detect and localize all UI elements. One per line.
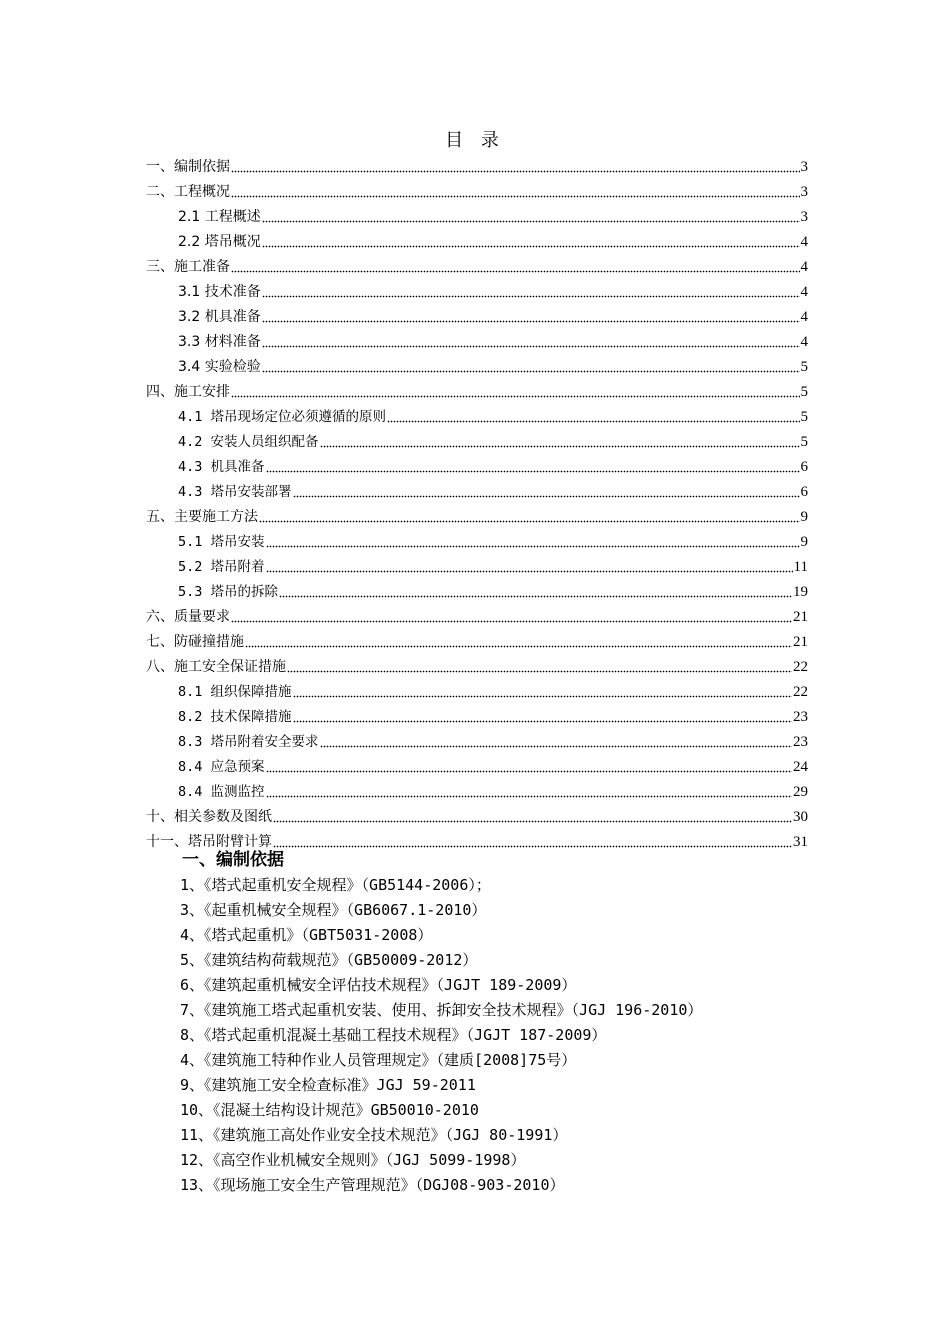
toc-entry-label: 8.2 技术保障措施 [178, 709, 292, 725]
toc-entry-label: 3.3 材料准备 [178, 334, 261, 350]
reference-item: 4、《塔式起重机》（GBT5031-2008） [180, 926, 433, 944]
toc-leader-dots [273, 819, 792, 823]
toc-entry[interactable] [146, 701, 808, 726]
table-of-contents [146, 151, 808, 851]
toc-entry-label: 十、相关参数及图纸 [146, 809, 272, 825]
toc-leader-dots [262, 244, 800, 248]
toc-entry[interactable] [146, 576, 808, 601]
toc-entry-label: 3.1 技术准备 [178, 284, 261, 300]
toc-entry-label: 8.4 监测监控 [178, 784, 265, 800]
toc-leader-dots [293, 694, 792, 698]
toc-entry[interactable] [146, 301, 808, 326]
toc-leader-dots [387, 419, 799, 423]
toc-entry-label: 3.2 机具准备 [178, 309, 261, 325]
reference-item: 11、《建筑施工高处作业安全技术规范》（JGJ 80-1991） [180, 1126, 568, 1144]
reference-item: 7、《建筑施工塔式起重机安装、使用、拆卸安全技术规程》（JGJ 196-2010） [180, 1001, 703, 1019]
toc-entry[interactable] [146, 176, 808, 201]
toc-page-number: 23 [793, 709, 808, 725]
toc-page-number: 4 [800, 334, 808, 350]
toc-entry-label: 4.3 机具准备 [178, 459, 265, 475]
toc-page-number: 11 [793, 559, 808, 575]
toc-page-number: 3 [800, 184, 808, 200]
toc-entry-label: 4.3 塔吊安装部署 [178, 484, 292, 500]
reference-item: 1、《塔式起重机安全规程》（GB5144-2006）； [180, 876, 491, 894]
toc-entry[interactable] [146, 551, 808, 576]
toc-entry[interactable] [146, 801, 808, 826]
toc-page-number: 6 [800, 484, 808, 500]
toc-entry[interactable] [146, 376, 808, 401]
toc-page-number: 21 [793, 634, 808, 650]
toc-entry[interactable] [146, 651, 808, 676]
toc-leader-dots [231, 269, 800, 273]
section-basis [146, 848, 808, 1198]
toc-page-number: 4 [800, 234, 808, 250]
toc-page-number: 4 [800, 284, 808, 300]
toc-entry-label: 二、工程概况 [146, 184, 230, 200]
toc-leader-dots [262, 319, 800, 323]
toc-entry-label: 五、主要施工方法 [146, 509, 258, 525]
toc-leader-dots [231, 194, 800, 198]
toc-leader-dots [262, 219, 800, 223]
toc-leader-dots [231, 169, 800, 173]
toc-entry[interactable] [146, 276, 808, 301]
toc-leader-dots [262, 369, 800, 373]
toc-entry[interactable] [146, 226, 808, 251]
toc-page-number: 9 [800, 509, 808, 525]
toc-leader-dots [279, 594, 792, 598]
toc-entry[interactable] [146, 601, 808, 626]
toc-entry-label: 8.3 塔吊附着安全要求 [178, 734, 319, 750]
toc-leader-dots [266, 569, 793, 573]
toc-page-number: 5 [800, 434, 808, 450]
toc-page-number: 5 [800, 359, 808, 375]
toc-leader-dots [266, 544, 800, 548]
toc-page-number: 22 [793, 659, 808, 675]
toc-entry[interactable] [146, 476, 808, 501]
reference-item: 4、《建筑施工特种作业人员管理规定》（建质[2008]75号） [180, 1051, 577, 1069]
toc-leader-dots [266, 469, 800, 473]
reference-item: 12、《高空作业机械安全规则》（JGJ 5099-1998） [180, 1151, 526, 1169]
toc-leader-dots [262, 344, 800, 348]
toc-page-number: 29 [793, 784, 808, 800]
toc-entry-label: 2.1 工程概述 [178, 209, 261, 225]
toc-page-number: 31 [793, 834, 808, 850]
toc-leader-dots [266, 794, 792, 798]
toc-entry[interactable] [146, 451, 808, 476]
toc-leader-dots [231, 619, 792, 623]
toc-entry-label: 四、施工安排 [146, 384, 230, 400]
toc-page-number: 5 [800, 409, 808, 425]
toc-entry-label: 5.2 塔吊附着 [178, 559, 265, 575]
section-heading: 一、编制依据 [182, 850, 284, 870]
toc-leader-dots [287, 669, 792, 673]
toc-entry-label: 5.1 塔吊安装 [178, 534, 265, 550]
toc-page-number: 22 [793, 684, 808, 700]
toc-entry-label: 六、质量要求 [146, 609, 230, 625]
toc-page-number: 19 [793, 584, 808, 600]
toc-entry-label: 4.2 安装人员组织配备 [178, 434, 319, 450]
toc-leader-dots [320, 444, 800, 448]
toc-entry-label: 三、施工准备 [146, 259, 230, 275]
toc-page-number: 3 [800, 159, 808, 175]
toc-entry-label: 八、施工安全保证措施 [146, 659, 286, 675]
toc-page-number: 6 [800, 459, 808, 475]
toc-entry[interactable] [146, 676, 808, 701]
toc-page-number: 3 [800, 209, 808, 225]
toc-leader-dots [266, 769, 792, 773]
toc-page-number: 24 [793, 759, 808, 775]
toc-leader-dots [262, 294, 800, 298]
toc-page-number: 21 [793, 609, 808, 625]
toc-leader-dots [293, 494, 800, 498]
toc-leader-dots [245, 644, 792, 648]
toc-entry-label: 4.1 塔吊现场定位必须遵循的原则 [178, 409, 387, 425]
reference-list [146, 873, 808, 1198]
reference-item: 5、《建筑结构荷载规范》（GB50009-2012） [180, 951, 478, 969]
toc-leader-dots [293, 719, 792, 723]
toc-entry[interactable] [146, 726, 808, 751]
toc-page-number: 9 [800, 534, 808, 550]
reference-item: 13、《现场施工安全生产管理规范》（DGJ08-903-2010） [180, 1176, 565, 1194]
toc-entry-label: 3.4 实验检验 [178, 359, 261, 375]
toc-entry[interactable] [146, 751, 808, 776]
toc-entry[interactable] [146, 426, 808, 451]
toc-leader-dots [231, 394, 800, 398]
toc-entry-label: 一、编制依据 [146, 159, 230, 175]
toc-leader-dots [320, 744, 792, 748]
toc-page-number: 23 [793, 734, 808, 750]
toc-title: 目 录 [445, 130, 505, 151]
toc-entry[interactable] [146, 151, 808, 176]
toc-entry[interactable] [146, 326, 808, 351]
toc-leader-dots [259, 519, 800, 523]
toc-entry[interactable] [146, 401, 808, 426]
toc-entry-label: 十一、塔吊附臂计算 [146, 834, 272, 850]
toc-page-number: 4 [800, 309, 808, 325]
toc-entry[interactable] [146, 776, 808, 801]
toc-entry-label: 8.4 应急预案 [178, 759, 265, 775]
reference-item: 8、《塔式起重机混凝土基础工程技术规程》（JGJT 187-2009） [180, 1026, 607, 1044]
toc-entry[interactable] [146, 501, 808, 526]
toc-page-number: 5 [800, 384, 808, 400]
toc-page-number: 30 [793, 809, 808, 825]
toc-entry-label: 七、防碰撞措施 [146, 634, 244, 650]
toc-entry-label: 8.1 组织保障措施 [178, 684, 292, 700]
reference-item: 9、《建筑施工安全检查标准》JGJ 59-2011 [180, 1076, 476, 1094]
reference-item: 3、《起重机械安全规程》（GB6067.1-2010） [180, 901, 487, 919]
toc-entry[interactable] [146, 626, 808, 651]
toc-entry-label: 2.2 塔吊概况 [178, 234, 261, 250]
reference-item: 10、《混凝土结构设计规范》GB50010-2010 [180, 1101, 479, 1119]
toc-entry[interactable] [146, 526, 808, 551]
toc-entry[interactable] [146, 201, 808, 226]
toc-entry[interactable] [146, 251, 808, 276]
toc-page-number: 4 [800, 259, 808, 275]
reference-item: 6、《建筑起重机械安全评估技术规程》（JGJT 189-2009） [180, 976, 577, 994]
toc-entry[interactable] [146, 351, 808, 376]
toc-entry-label: 5.3 塔吊的拆除 [178, 584, 279, 600]
